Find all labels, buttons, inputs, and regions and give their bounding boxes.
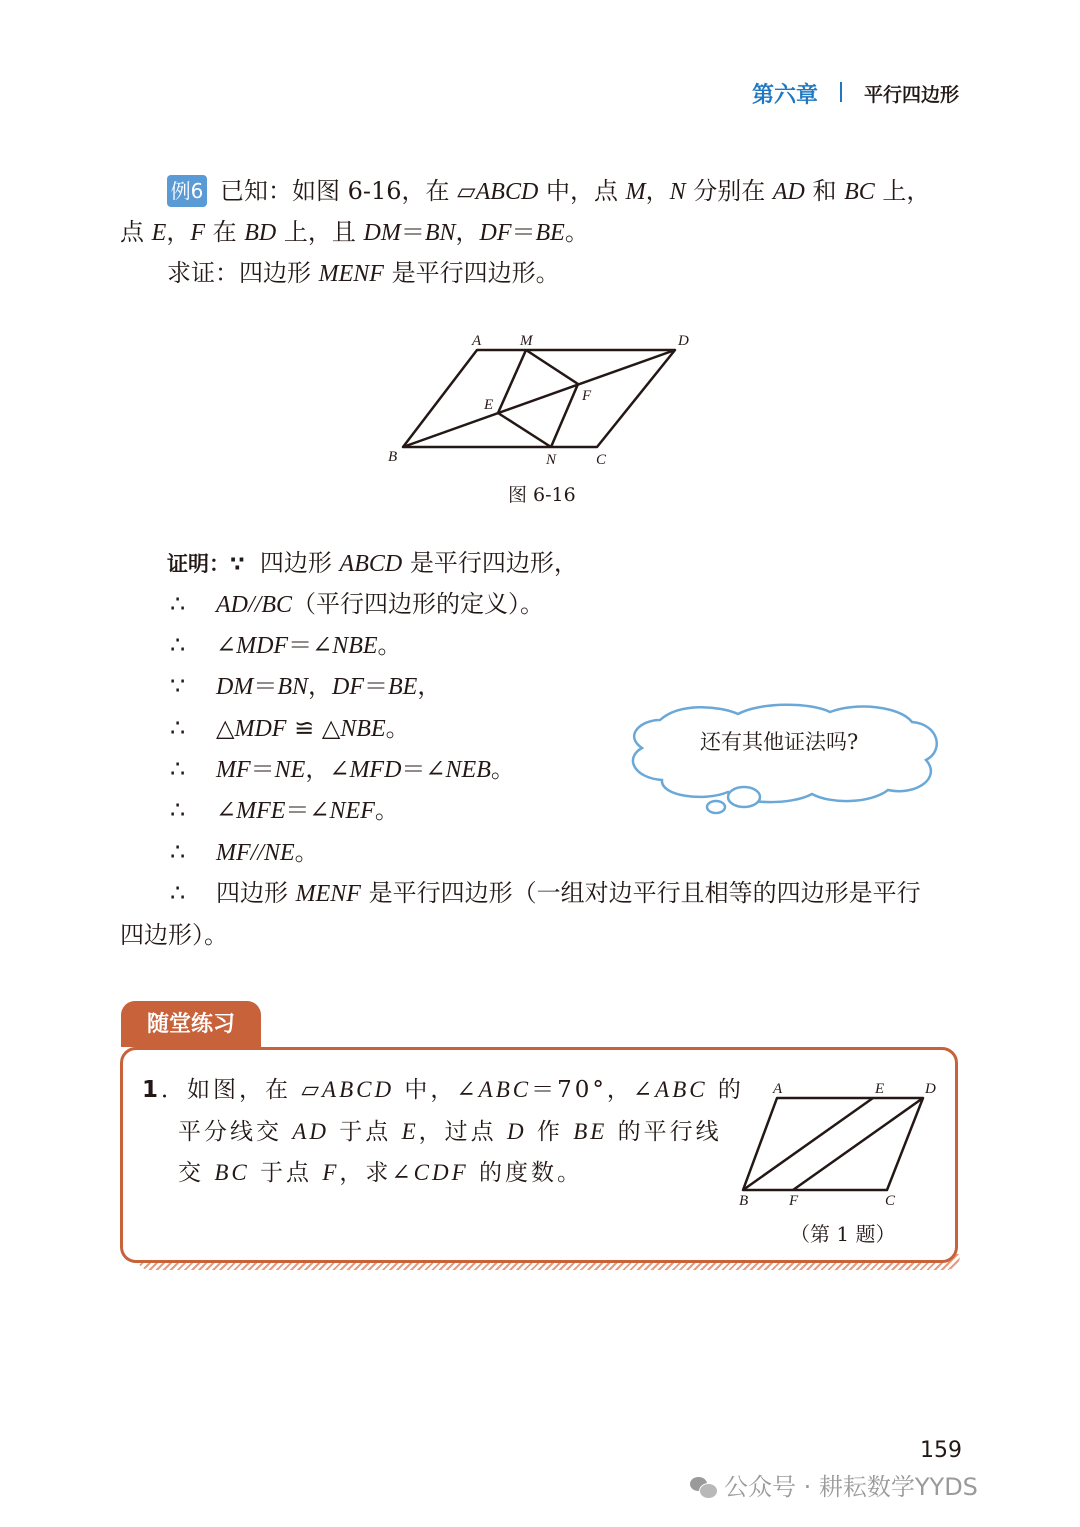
example-line-1: 已知：如图 6-16，在 ▱ABCD 中，点 M，N 分别在 AD 和 BC 上，: [220, 177, 931, 205]
label-m: M: [520, 333, 533, 349]
label-d: D: [678, 333, 689, 349]
label-n: N: [546, 452, 557, 468]
exercise-line-2: 平分线交 AD 于点 E，过点 D 作 BE 的平行线: [178, 1119, 722, 1145]
proof-line-7: ∴ ∠MFE＝∠NEF。: [170, 796, 399, 824]
proof-line-1: 证明：∵ 四边形 ABCD 是平行四边形，: [167, 549, 578, 577]
exercise-line-3: 交 BC 于点 F，求∠CDF 的度数。: [178, 1160, 583, 1186]
proof-line-2: ∴ AD//BC（平行四边形的定义）。: [170, 590, 545, 618]
proof-line-6: ∴ MF＝NE，∠MFD＝∠NEB。: [170, 755, 515, 783]
watermark-text: 公众号 · 耕耘数学YYDS: [724, 1473, 978, 1501]
prove-statement: 求证：四边形 MENF 是平行四边形。: [167, 259, 560, 287]
practice-tab: 随堂练习: [121, 1001, 261, 1047]
proof-line-4: ∵ DM＝BN，DF＝BE，: [170, 672, 442, 700]
ex-label-b: B: [739, 1193, 749, 1209]
segment-be: [743, 1098, 873, 1190]
label-e: E: [484, 397, 494, 413]
exercise-figure-caption: （第 1 题）: [790, 1222, 896, 1246]
ex-label-c: C: [885, 1193, 896, 1209]
header-separator: [840, 82, 842, 102]
chapter-label: 第六章: [752, 83, 819, 108]
watermark: [690, 1467, 978, 1502]
proof-line-3: ∴ ∠MDF＝∠NBE。: [170, 631, 402, 659]
wechat-icon: [690, 1477, 716, 1497]
proof-line-5: ∴ △MDF ≌ △NBE。: [170, 714, 410, 742]
exercise-figure: [735, 1072, 945, 1217]
label-f: F: [582, 388, 592, 404]
parallelogram-abcd-small: [743, 1098, 923, 1190]
proof-line-9: ∴ 四边形 MENF 是平行四边形（一组对边平行且相等的四边形是平行: [170, 879, 921, 907]
exercise-line-1: 1．如图，在 ▱ABCD 中，∠ABC＝70°，∠ABC 的: [142, 1077, 744, 1103]
segment-mf: [526, 350, 578, 384]
bubble-circle-large: [728, 787, 760, 807]
proof-line-10: 四边形）。: [120, 921, 228, 949]
segment-df: [793, 1098, 923, 1190]
example-line-2: 点 E，F 在 BD 上，且 DM＝BN，DF＝BE。: [120, 218, 589, 246]
thought-bubble: [620, 700, 950, 820]
proof-line-8: ∴ MF//NE。: [170, 838, 319, 866]
bubble-text: 还有其他证法吗?: [700, 730, 859, 754]
label-a: A: [472, 333, 482, 349]
ex-label-e: E: [875, 1081, 885, 1097]
bubble-circle-small: [707, 801, 725, 813]
ex-label-d: D: [925, 1081, 936, 1097]
diagonal-bd: [403, 350, 675, 447]
figure-caption: 图 6-16: [508, 484, 576, 506]
chapter-title: 平行四边形: [864, 84, 960, 106]
segment-ne: [498, 413, 551, 447]
page-number: 159: [920, 1438, 962, 1463]
ex-label-a: A: [773, 1081, 783, 1097]
label-b: B: [388, 449, 398, 465]
ex-label-f: F: [789, 1193, 799, 1209]
example-badge: 例6: [167, 175, 207, 207]
figure-6-16: [380, 325, 710, 475]
label-c: C: [596, 452, 607, 468]
